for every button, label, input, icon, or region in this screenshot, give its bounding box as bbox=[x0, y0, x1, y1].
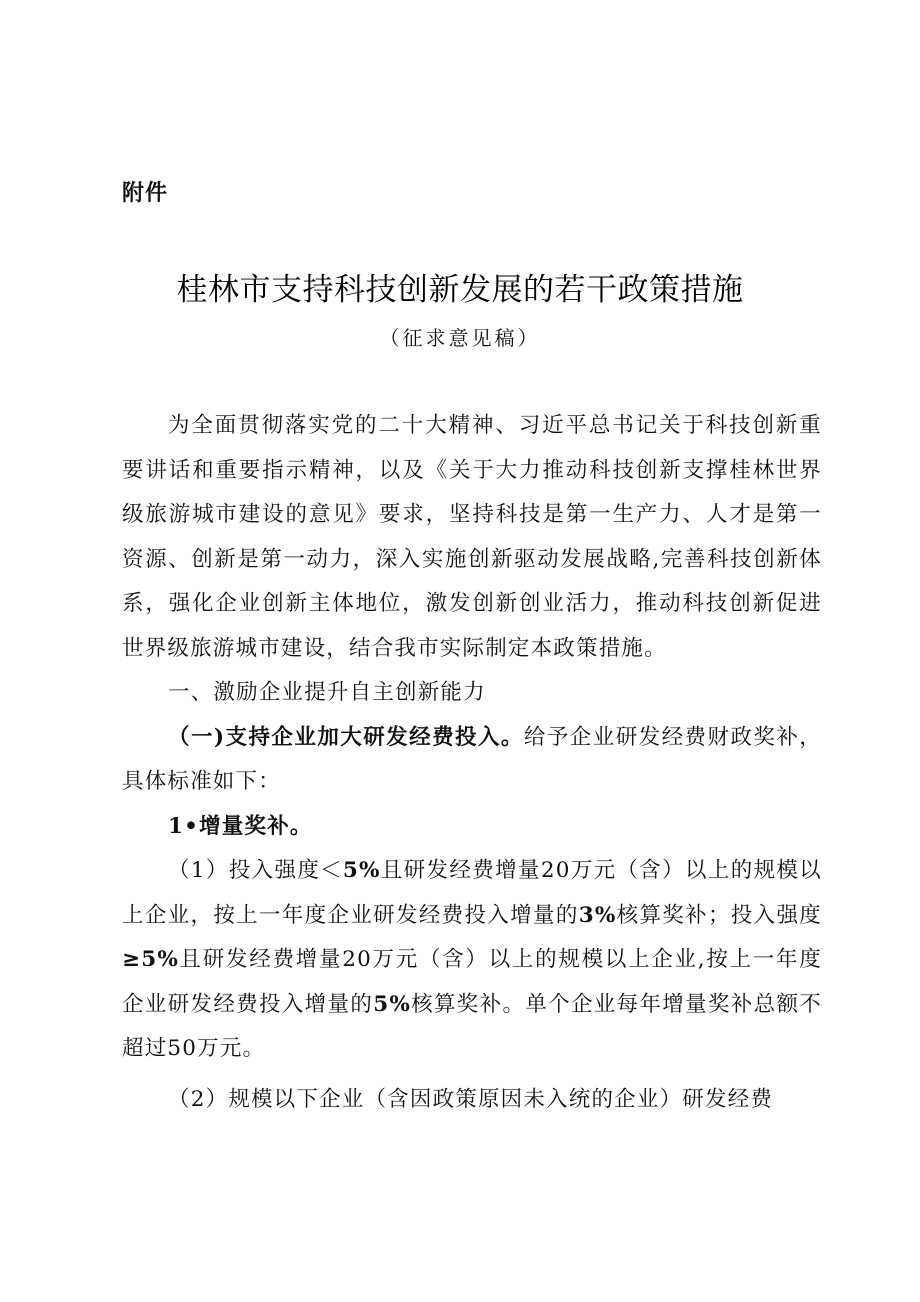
item-1-paragraph bbox=[122, 716, 822, 805]
percent-value: 5% bbox=[342, 858, 381, 883]
subitem-1-paragraph bbox=[122, 849, 822, 1072]
text-run: 核算奖补；投入强度 bbox=[616, 902, 822, 928]
text-run: 核算奖补。单个企业每年增量奖补总额不超过50万元。 bbox=[122, 991, 823, 1061]
page-subtitle: （征求意见稿） bbox=[379, 326, 541, 350]
percent-value: 5% bbox=[373, 991, 411, 1017]
intro-paragraph: 为全面贯彻落实党的二十大精神、习近平总书记关于科技创新重要讲话和重要指示精神，以及《关于大力推动科技创新支撑桂林世界级旅游城市建设的意见》要求，坚持科技是第一生产力、人才是第一资源、创新是第一动力，深入实施创新驱动发展战略,完善科技创新体系，强化企业创新主体地位，激发创新创业活力，推动科技创新促进世界级旅游城市建设，结合我市实际制定本政策措施。 bbox=[122, 413, 822, 661]
page-title: 桂林市支持科技创新发展的若干政策措施 bbox=[176, 272, 744, 308]
text-run: 且研发经费增量20万元（含）以上的规模以上企业，按上一年度企业研发经费投入增量的 bbox=[122, 858, 822, 928]
percent-value: 3% bbox=[578, 902, 617, 928]
text-run: 且研发经费增量20万元（含）以上的规模以上企业,按上一年度企业研发经费投入增量的 bbox=[122, 947, 822, 1017]
section-heading: 一、激励企业提升自主创新能力 bbox=[168, 680, 486, 705]
text-run: （1）投入强度＜ bbox=[168, 858, 343, 883]
item-1-heading: （一)支持企业加大研发经费投入。 bbox=[168, 724, 524, 750]
attachment-label: 附件 bbox=[122, 181, 169, 206]
document-body bbox=[122, 404, 822, 1122]
item-1-text: 给予企业研发经费财政奖补，具体标准如下： bbox=[122, 724, 822, 794]
percent-value: ≥5% bbox=[122, 947, 180, 972]
subitem-2-paragraph: （2）规模以下企业（含因政策原因未入统的企业）研发经费 bbox=[168, 1086, 774, 1112]
subitem-heading: 1•增量奖补。 bbox=[168, 813, 313, 839]
